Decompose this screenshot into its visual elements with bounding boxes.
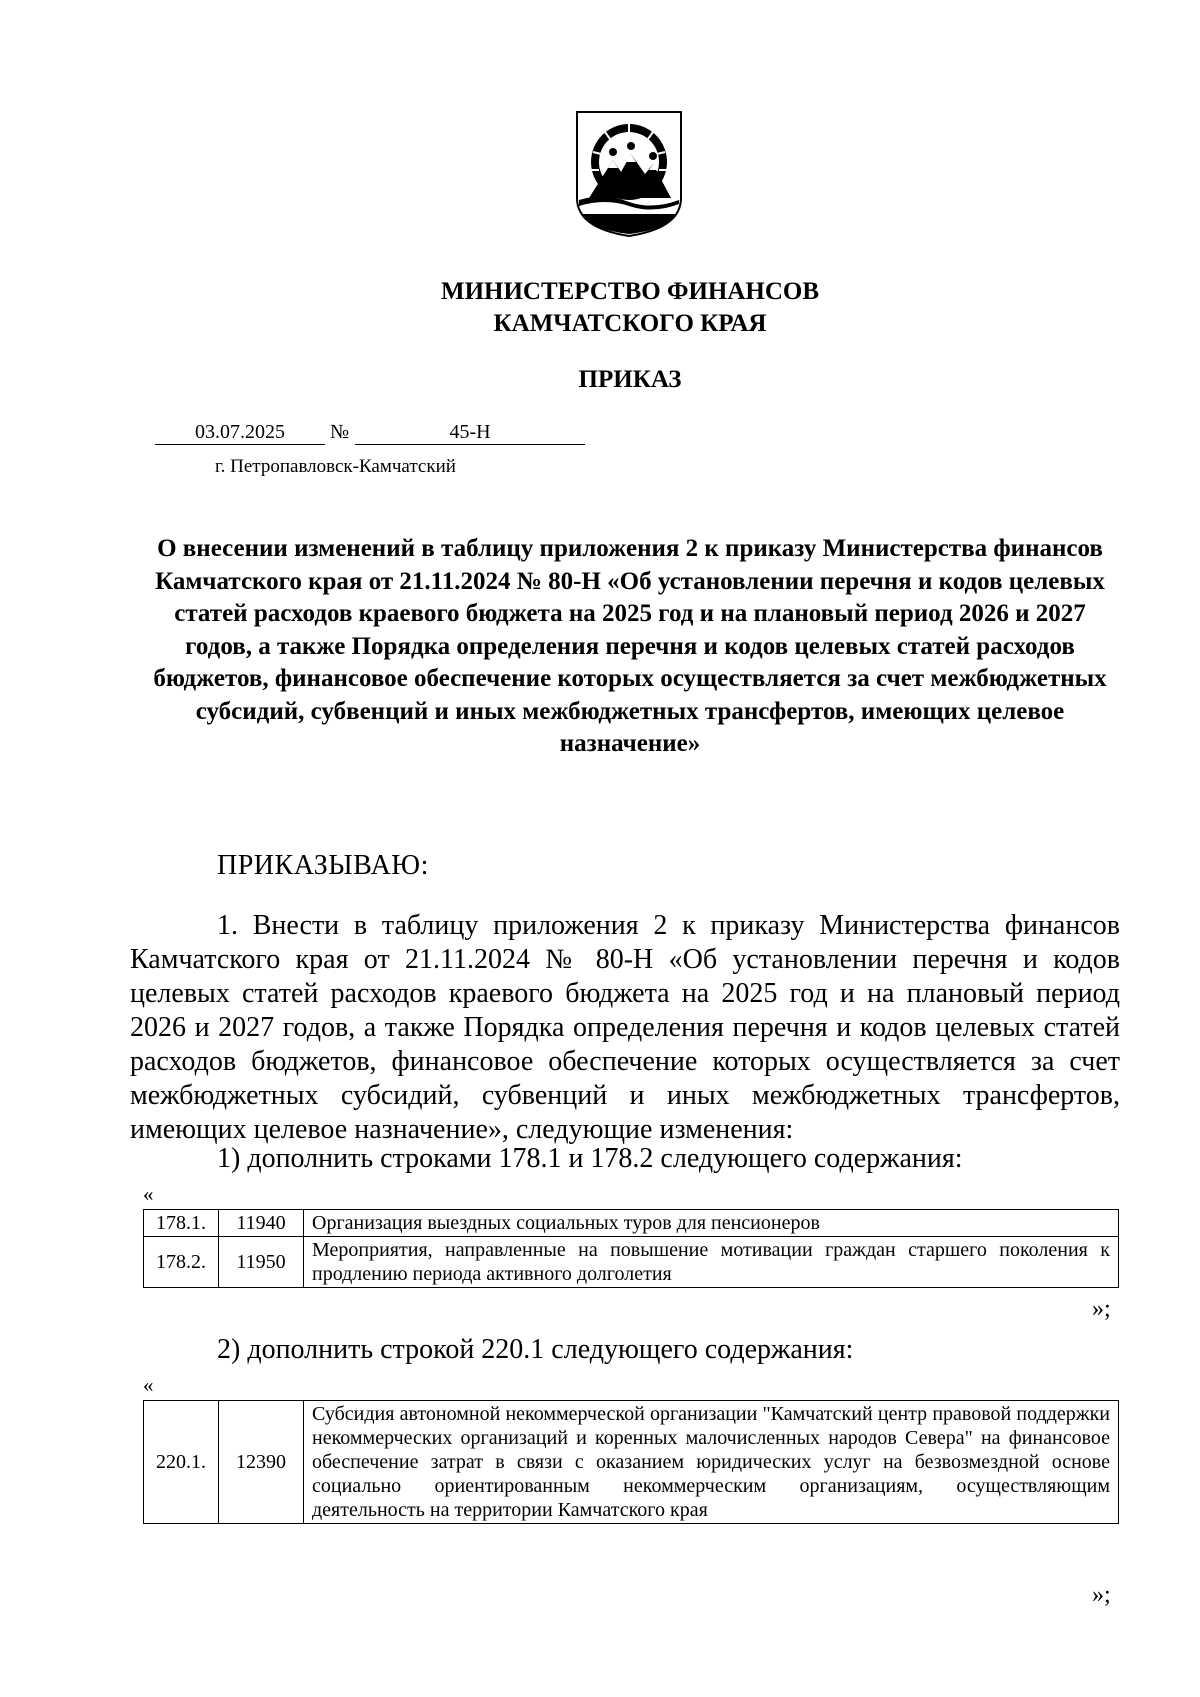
item-2: 2) дополнить строкой 220.1 следующего содержания: xyxy=(217,1334,854,1365)
city: г. Петропавловск-Камчатский xyxy=(215,456,456,477)
row-number: 220.1. xyxy=(144,1401,219,1524)
document-number: 45-Н xyxy=(355,420,585,445)
row-text: Субсидия автономной некоммерческой организации "Камчатский центр правовой поддержки некоммерческих организаций и коренных малочисленных народов Севера" на финансовое обеспечение затрат в связи с оказанием юридических услуг на безвозмездной основе социально ориентированным некоммерческим организациям, осуществляющим деятельность на территории Камчатского края xyxy=(304,1401,1119,1524)
quote-open: « xyxy=(143,1182,154,1206)
insert-table-1 xyxy=(143,1209,1119,1288)
row-text: Мероприятия, направленные на повышение мотивации граждан старшего поколения к продлению периода активного долголетия xyxy=(304,1237,1119,1288)
row-code: 12390 xyxy=(219,1401,304,1524)
number-sign: № xyxy=(330,421,350,443)
paragraph-1: 1. Внести в таблицу приложения 2 к приказу Министерства финансов Камчатского края от 21.11.2024 № 80-Н «Об установлении перечня и кодов целевых статей расходов краевого бюджета на 2025 год и на плановый период 2026 и 2027 годов, а также Порядка определения перечня и кодов целевых статей расходов бюджетов, финансовое обеспечение которых осуществляется за счет межбюджетных субсидий, субвенций и иных межбюджетных трансфертов, имеющих целевое назначение», следующие изменения: xyxy=(130,910,1120,1145)
row-code: 11950 xyxy=(219,1237,304,1288)
document-date: 03.07.2025 xyxy=(155,420,325,445)
order-word: ПРИКАЗЫВАЮ: xyxy=(217,850,429,881)
document-title: О внесении изменений в таблицу приложения 2 к приказу Министерства финансов Камчатского края от 21.11.2024 № 80-Н «Об установлении перечня и кодов целевых статей расходов краевого бюджета на 2025 год и на плановый период 2026 и 2027 годов, а также Порядка определения перечня и кодов целевых статей расходов бюджетов, финансовое обеспечение которых осуществляется за счет межбюджетных субсидий, субвенций и иных межбюджетных трансфертов, имеющих целевое назначение» xyxy=(153,535,1107,757)
row-number: 178.1. xyxy=(144,1210,219,1237)
table-row xyxy=(144,1210,1119,1237)
kamchatka-coat-of-arms-icon xyxy=(575,110,683,238)
item-1: 1) дополнить строками 178.1 и 178.2 следующего содержания: xyxy=(217,1143,963,1174)
ministry-name-line1: МИНИСТЕРСТВО ФИНАНСОВ xyxy=(440,278,820,305)
insert-table-2 xyxy=(143,1400,1119,1524)
document-type: ПРИКАЗ xyxy=(578,366,682,393)
quote-close: »; xyxy=(1092,1296,1111,1322)
date-number-line xyxy=(155,420,585,446)
row-number: 178.2. xyxy=(144,1237,219,1288)
quote-open: « xyxy=(143,1373,154,1397)
table-row xyxy=(144,1401,1119,1524)
quote-close: »; xyxy=(1092,1582,1111,1608)
row-code: 11940 xyxy=(219,1210,304,1237)
table-row xyxy=(144,1237,1119,1288)
ministry-name-line2: КАМЧАТСКОГО КРАЯ xyxy=(493,310,767,337)
row-text: Организация выездных социальных туров для пенсионеров xyxy=(304,1210,1119,1237)
